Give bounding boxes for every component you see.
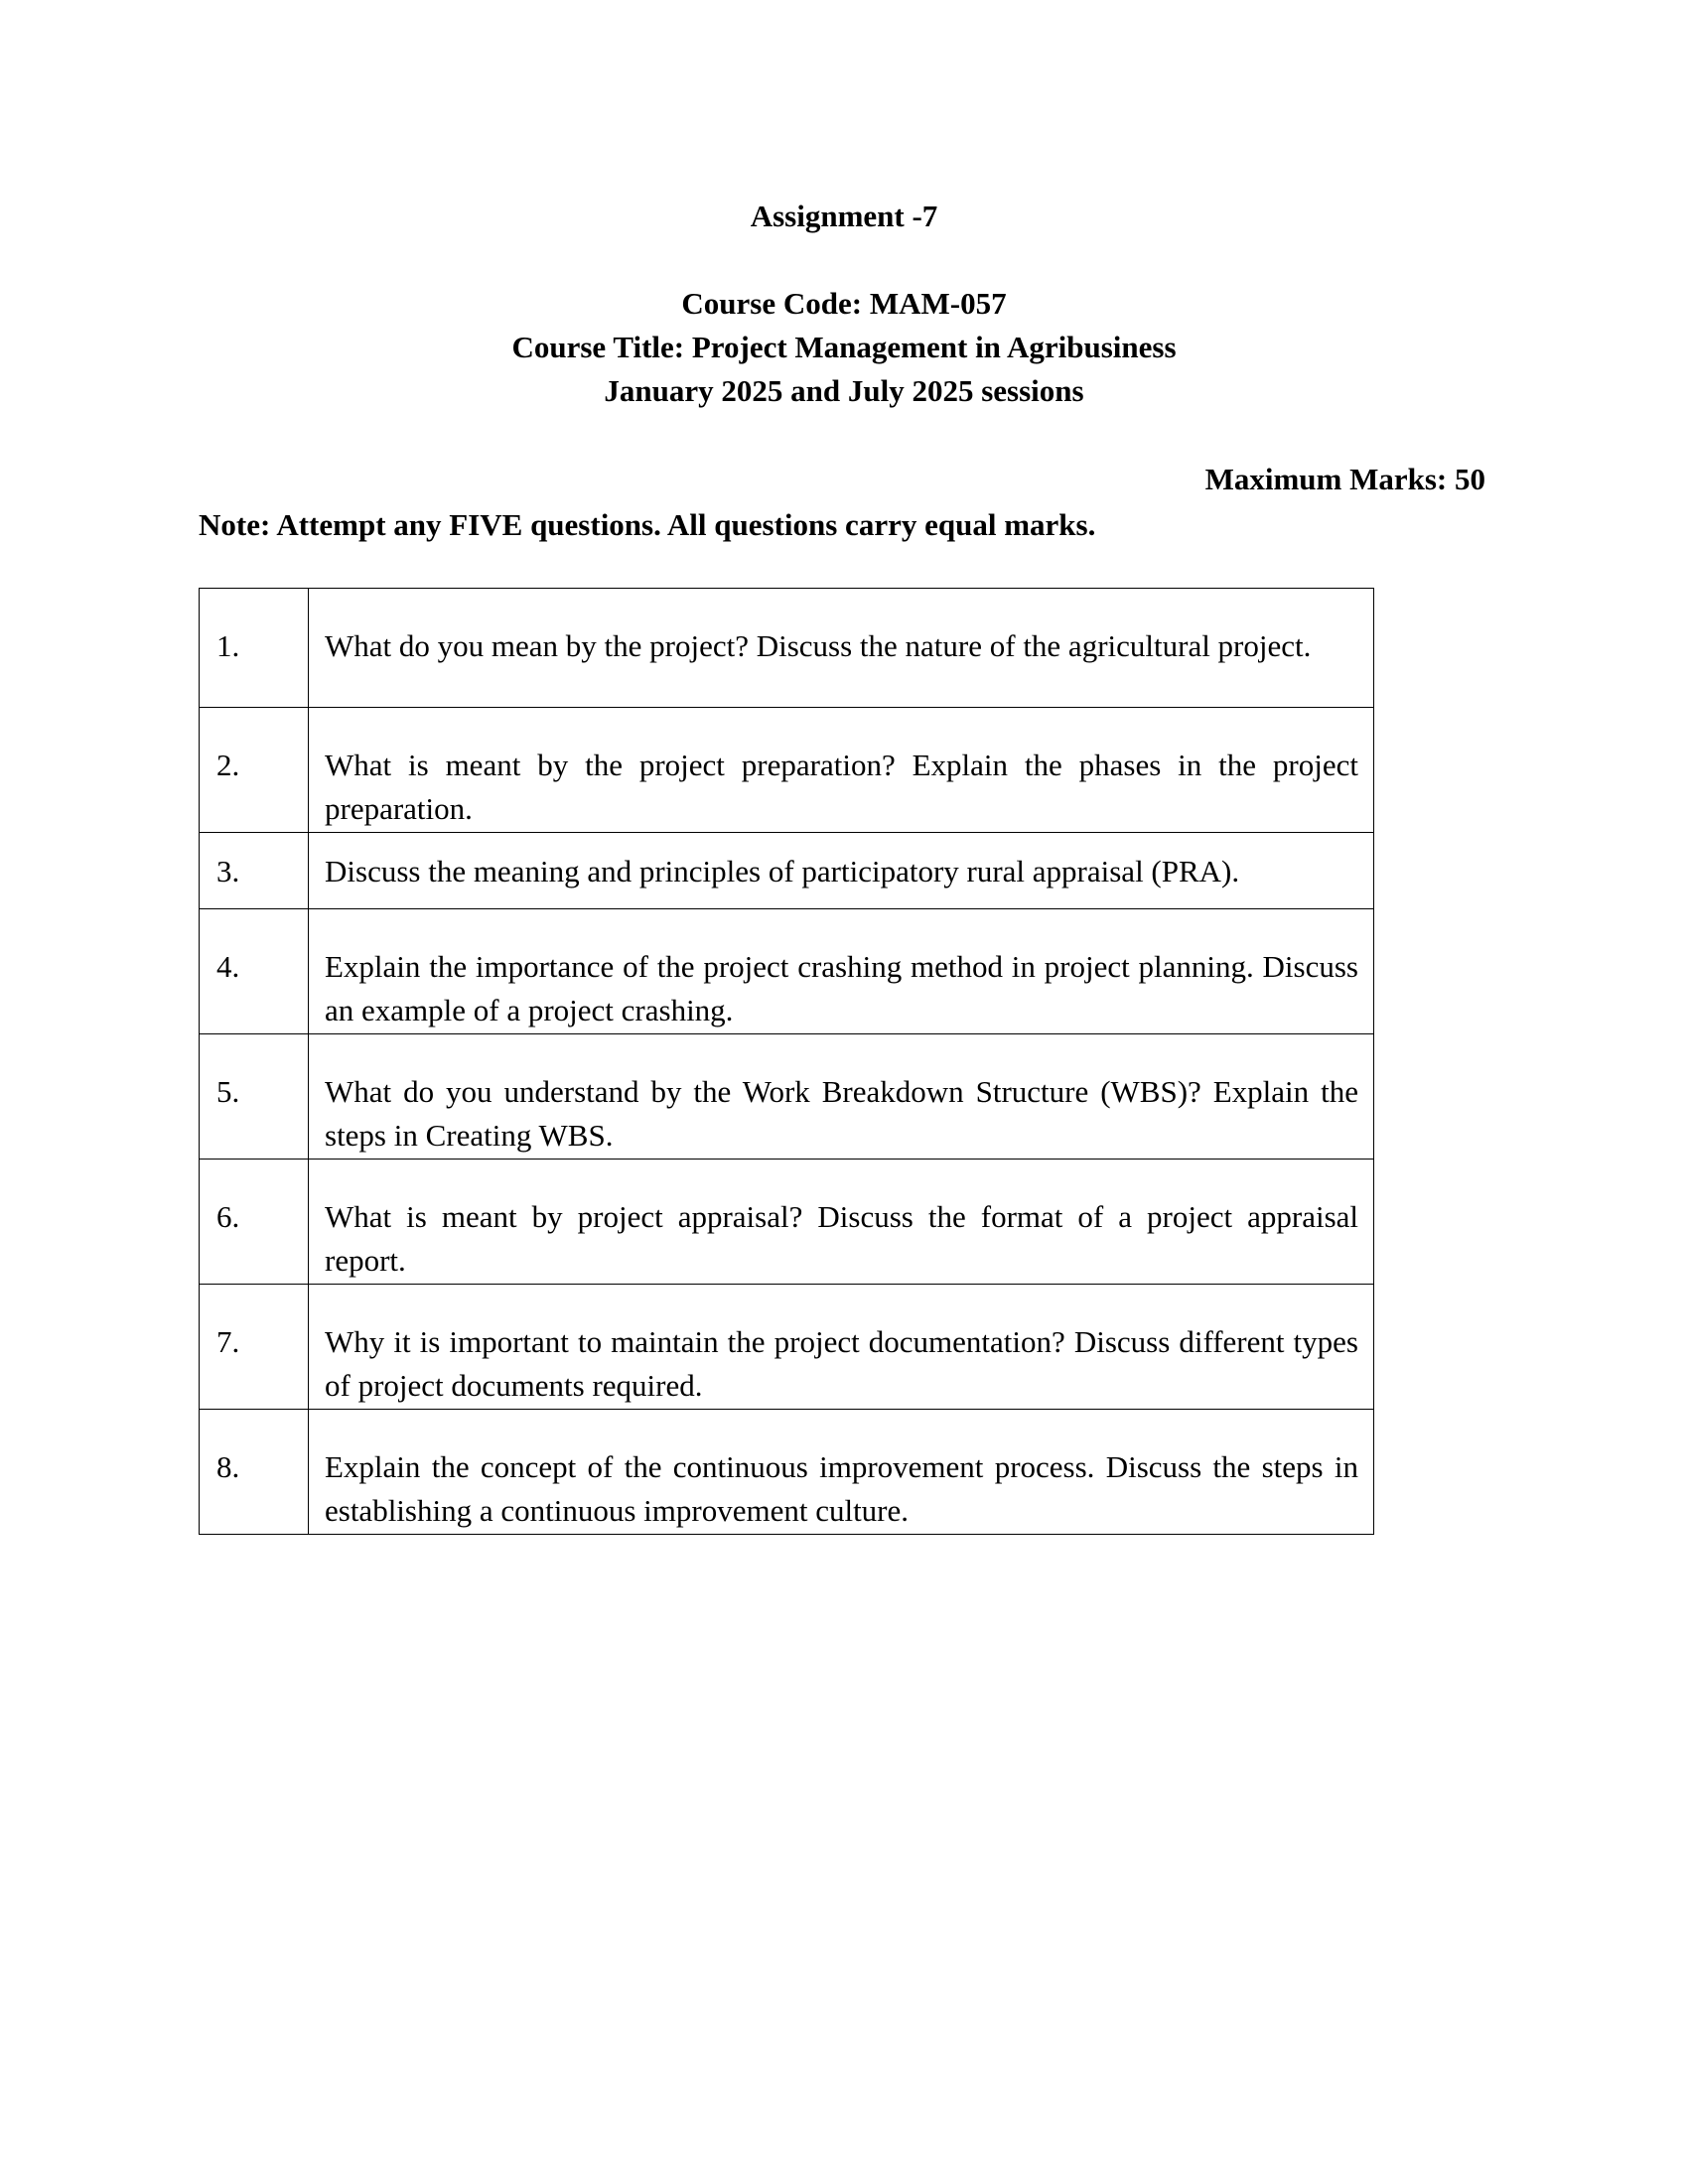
question-text: Discuss the meaning and principles of participatory rural appraisal (PRA). [309,833,1374,909]
question-text: What is meant by project appraisal? Discuss the format of a project appraisal report. [309,1160,1374,1285]
question-number: 5. [200,1034,309,1160]
question-row [200,909,1374,1034]
question-row [200,833,1374,909]
question-number: 8. [200,1410,309,1535]
question-row [200,589,1374,708]
question-row [200,1160,1374,1285]
question-text: Explain the importance of the project crashing method in project planning. Discuss an example of a project crashing. [309,909,1374,1034]
sessions: January 2025 and July 2025 sessions [604,373,1084,408]
question-number: 1. [200,589,309,708]
question-number: 4. [200,909,309,1034]
question-number: 2. [200,708,309,833]
course-code: Course Code: MAM-057 [681,286,1007,321]
course-title: Course Title: Project Management in Agribusiness [511,330,1177,364]
question-text: What do you understand by the Work Breakdown Structure (WBS)? Explain the steps in Creating WBS. [309,1034,1374,1160]
question-row [200,1410,1374,1535]
question-text: What is meant by the project preparation? Explain the phases in the project preparation. [309,708,1374,833]
question-text: Explain the concept of the continuous improvement process. Discuss the steps in establishing a continuous improvement culture. [309,1410,1374,1535]
question-text: Why it is important to maintain the project documentation? Discuss different types of project documents required. [309,1285,1374,1410]
question-row [200,1285,1374,1410]
question-text: What do you mean by the project? Discuss the nature of the agricultural project. [309,589,1374,708]
maximum-marks: Maximum Marks: 50 [1204,462,1485,496]
assignment-title: Assignment -7 [750,199,938,233]
question-number: 7. [200,1285,309,1410]
questions-table [199,588,1374,1535]
question-number: 6. [200,1160,309,1285]
question-row [200,708,1374,833]
question-number: 3. [200,833,309,909]
question-row [200,1034,1374,1160]
instructions-note: Note: Attempt any FIVE questions. All questions carry equal marks. [199,507,1096,542]
